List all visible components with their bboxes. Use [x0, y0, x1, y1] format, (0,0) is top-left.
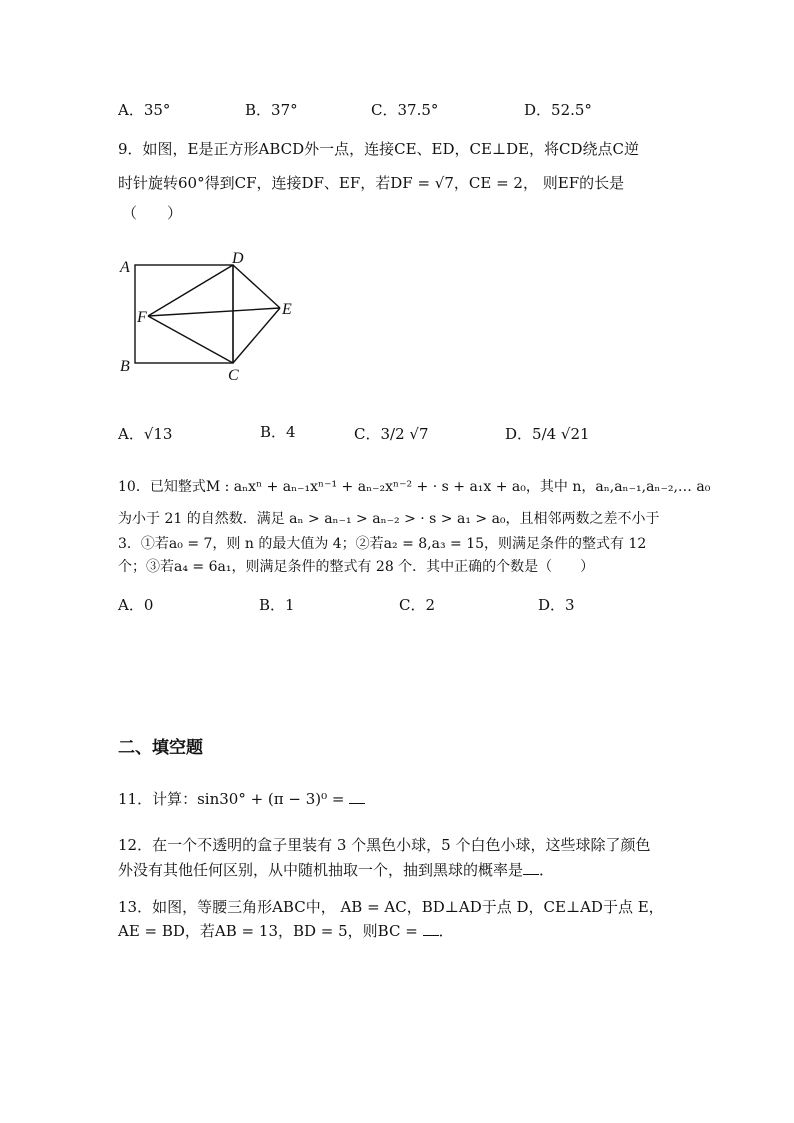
q9-option-c: C．3/2 √7 [354, 425, 429, 443]
q12-line2-end: ． [539, 861, 555, 879]
q9-text-line1: 9．如图，E是正方形ABCD外一点，连接CE、ED，CE⊥DE，将CD绕点C逆 [118, 140, 640, 158]
q13-answer-blank [423, 921, 439, 936]
q11-text [118, 789, 365, 809]
q10-option-b: B．1 [259, 596, 295, 614]
q12-line2-text: 外没有其他任何区别，从中随机抽取一个，抽到黑球的概率是 [118, 861, 524, 879]
q12-answer-blank [523, 860, 539, 875]
label-f: F [137, 309, 147, 326]
segment-ce [233, 308, 280, 363]
q10-text-line4: 个；③若a₄ = 6a₁，则满足条件的整式有 28 个．其中正确的个数是（ ） [118, 559, 595, 575]
q10-option-c: C．2 [399, 596, 436, 614]
q9-text-line2: 时针旋转60°得到CF，连接DF、EF，若DF = √7，CE = 2， 则EF的长是 [118, 174, 625, 192]
q12-text-line2 [118, 860, 554, 880]
q8-option-a: A．35° [118, 101, 171, 119]
section-heading-fill-in: 二、填空题 [118, 738, 203, 758]
segment-fe [148, 308, 280, 316]
q9-option-d: D．5/4 √21 [505, 425, 590, 443]
q12-text-line1: 12．在一个不透明的盒子里装有 3 个黑色小球，5 个白色小球，这些球除了颜色 [118, 836, 651, 854]
q9-option-b: B．4 [260, 423, 296, 441]
q10-option-a: A．0 [118, 596, 154, 614]
q11-answer-blank [349, 789, 365, 804]
q9-text-line3: （ ） [122, 204, 183, 222]
q13-line2-text: AE = BD，若AB = 13，BD = 5，则BC = [118, 922, 423, 940]
label-c: C [228, 367, 239, 383]
segment-de [233, 265, 280, 308]
q9-figure [110, 248, 310, 383]
q8-option-b: B．37° [245, 101, 298, 119]
label-e: E [282, 301, 292, 318]
label-a: A [120, 259, 130, 276]
q13-line2-end: ． [438, 922, 454, 940]
segment-fc [148, 316, 233, 363]
q8-option-c: C．37.5° [371, 101, 439, 119]
label-b: B [120, 358, 130, 375]
q11-expression: 11．计算：sin30° + (π − 3)⁰ = [118, 790, 350, 808]
label-d: D [232, 250, 244, 267]
segment-df [148, 265, 233, 316]
q9-option-a: A．√13 [118, 425, 173, 443]
q8-option-d: D．52.5° [524, 101, 592, 119]
q10-option-d: D．3 [538, 596, 575, 614]
q13-text-line2 [118, 921, 454, 941]
q10-text-line1: 10．已知整式M : aₙxⁿ + aₙ₋₁xⁿ⁻¹ + aₙ₋₂xⁿ⁻² + · s + a₁x + a₀，其中 n，aₙ,aₙ₋₁,aₙ₋₂,… a₀ [118, 479, 711, 495]
q13-text-line1: 13．如图，等腰三角形ABC中， AB = AC，BD⊥AD于点 D，CE⊥AD于点 E， [118, 898, 664, 916]
q10-text-line3: 3．①若a₀ = 7，则 n 的最大值为 4；②若a₂ = 8,a₃ = 15，则满足条件的整式有 12 [118, 536, 647, 552]
q10-text-line2: 为小于 21 的自然数．满足 aₙ > aₙ₋₁ > aₙ₋₂ > · s > a₁ > a₀，且相邻两数之差不小于 [118, 511, 660, 527]
